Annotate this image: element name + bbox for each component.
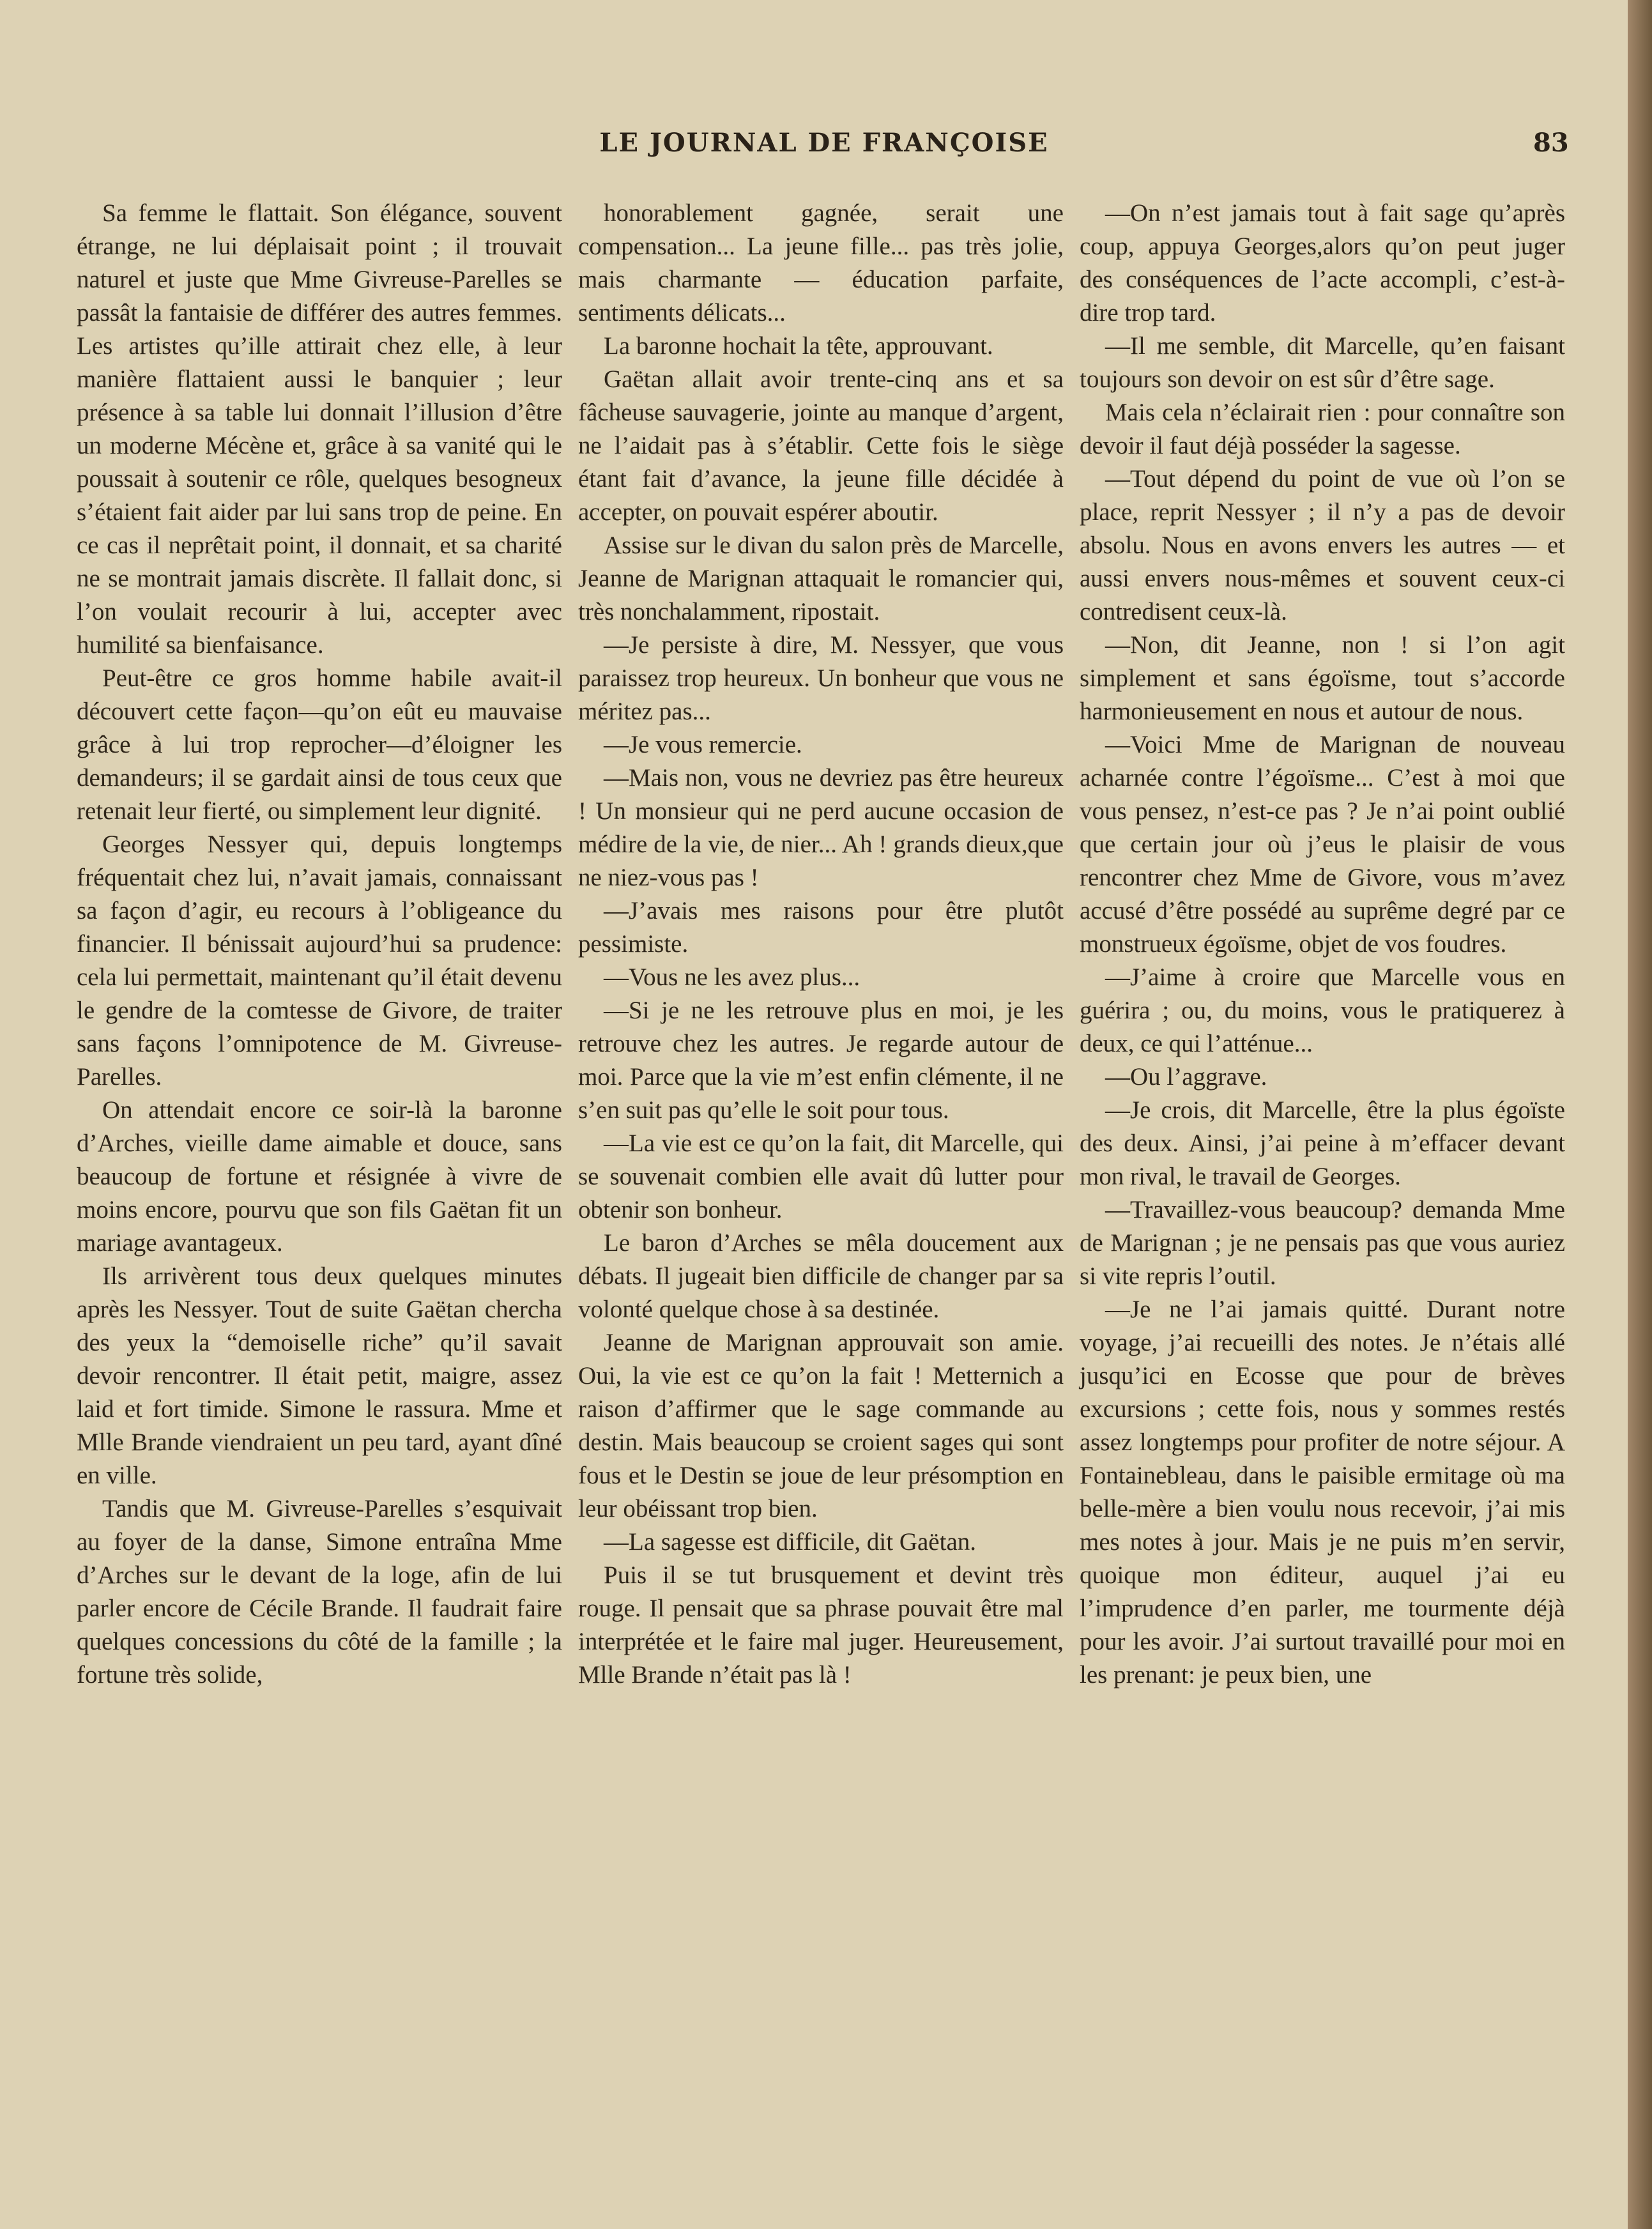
paragraph: Gaëtan allait avoir trente-cinq ans et sa fâcheuse sauvagerie, jointe au manque d’argent, ne l’aidait pas à s’établir. Cette fois le siège étant fait d’avance, la jeune fille décidée à accepter, on pouvait espérer aboutir.	[578, 365, 1064, 526]
paragraph: —Je vous remercie.	[604, 731, 802, 758]
page-header	[0, 128, 1610, 166]
paragraph: —Si je ne les retrouve plus en moi, je les retrouve chez les autres. Je regarde autour de moi. Parce que la vie m’est enfin clémente, il ne s’en suit pas qu’elle le soit pour tous.	[578, 997, 1064, 1124]
paragraph: La baronne hochait la tête, approuvant.	[604, 332, 993, 360]
page-edge	[1628, 0, 1652, 2229]
paragraph: —Je ne l’ai jamais quitté. Durant notre voyage, j’ai recueilli des notes. Je n’étais allé jusqu’ici en Ecosse que pour de brèves excursions ; cette fois, nous y sommes restés assez longtemps pour profiter de notre séjour. A Fontainebleau, dans le paisible ermitage où ma belle-mère a bien voulu nous recevoir, j’ai mis mes notes à jour. Mais je ne puis m’en servir, quoique mon éditeur, auquel j’ai eu l’imprudence d’en parler, me tourmente déjà pour les avoir. J’ai surtout travaillé pour moi en les prenant: je peux bien, une	[1080, 1296, 1565, 1689]
paragraph: —Tout dépend du point de vue où l’on se place, reprit Nessyer ; il n’y a pas de devoir absolu. Nous en avons envers les autres — et aussi envers nous-mêmes et souvent ceux-ci contredisent ceux-là.	[1080, 465, 1565, 625]
paragraph: Puis il se tut brusquement et devint très rouge. Il pensait que sa phrase pouvait être mal interprétée et le faire mal juger. Heureusement, Mlle Brande n’était pas là !	[578, 1561, 1064, 1689]
paragraph: —J’avais mes raisons pour être plutôt pessimiste.	[578, 897, 1064, 958]
paragraph: —Voici Mme de Marignan de nouveau acharnée contre l’égoïsme... C’est à moi que vous pensez, n’est-ce pas ? Je n’ai point oublié que certain jour où j’eus le plaisir de vous rencontrer chez Mme de Givore, vous m’avez accusé d’être possédé au suprême degré par ce monstrueux égoïsme, objet de vos foudres.	[1080, 731, 1565, 958]
text-column-3	[1080, 197, 1565, 1692]
paragraph: Assise sur le divan du salon près de Marcelle, Jeanne de Marignan attaquait le romancier qui, très nonchalamment, ripostait.	[578, 532, 1064, 625]
paragraph: —Ou l’aggrave.	[1105, 1063, 1267, 1091]
paragraph: honorablement gagnée, serait une compensation... La jeune fille... pas très jolie, mais charmante — éducation parfaite, sentiments délicats...	[578, 199, 1064, 326]
paragraph: —On n’est jamais tout à fait sage qu’après coup, appuya Georges,alors qu’on peut juger des conséquences de l’acte accompli, c’est-à-dire trop tard.	[1080, 199, 1565, 326]
paragraph: Georges Nessyer qui, depuis longtemps fréquentait chez lui, n’avait jamais, connaissant sa façon d’agir, eu recours à l’obligeance du financier. Il bénissait aujourd’hui sa prudence: cela lui permettait, maintenant qu’il était devenu le gendre de la comtesse de Givore, de traiter sans façons l’omnipotence de M. Givreuse-Parelles.	[77, 831, 562, 1091]
paragraph: Tandis que M. Givreuse-Parelles s’esquivait au foyer de la danse, Simone entraîna Mme d’Arches sur le devant de la loge, afin de lui parler encore de Cécile Brande. Il faudrait faire quelques concessions du côté de la famille ; la fortune très solide,	[77, 1495, 562, 1689]
text-column-1	[77, 197, 562, 1692]
paragraph: —Je crois, dit Marcelle, être la plus égoïste des deux. Ainsi, j’ai peine à m’effacer devant mon rival, le travail de Georges.	[1080, 1096, 1565, 1190]
paragraph: —Vous ne les avez plus...	[604, 963, 860, 991]
paragraph: —J’aime à croire que Marcelle vous en guérira ; ou, du moins, vous le pratiquerez à deux, ce qui l’atténue...	[1080, 963, 1565, 1057]
paragraph: —Mais non, vous ne devriez pas être heureux ! Un monsieur qui ne perd aucune occasion de médire de la vie, de nier... Ah ! grands dieux,que ne niez-vous pas !	[578, 764, 1064, 891]
paragraph: Jeanne de Marignan approuvait son amie. Oui, la vie est ce qu’on la fait ! Metternich a raison d’affirmer que le sage commande au destin. Mais beaucoup se croient sages qui sont fous et le Destin se joue de leur présomption en leur obéissant trop bien.	[578, 1329, 1064, 1522]
text-column-2	[578, 197, 1064, 1692]
page-number: 83	[1533, 128, 1569, 158]
paragraph: Le baron d’Arches se mêla doucement aux débats. Il jugeait bien difficile de changer par sa volonté quelque chose à sa destinée.	[578, 1229, 1064, 1323]
paragraph: —Il me semble, dit Marcelle, qu’en faisant toujours son devoir on est sûr d’être sage.	[1080, 332, 1565, 393]
paragraph: Peut-être ce gros homme habile avait-il découvert cette façon—qu’on eût eu mauvaise grâce à lui trop reprocher—d’éloigner les demandeurs; il se gardait ainsi de tous ceux que retenait leur fierté, ou simplement leur dignité.	[77, 664, 562, 825]
paragraph: Ils arrivèrent tous deux quelques minutes après les Nessyer. Tout de suite Gaëtan chercha des yeux la “demoiselle riche” qu’il savait devoir rencontrer. Il était petit, maigre, assez laid et fort timide. Simone le rassura. Mme et Mlle Brande viendraient un peu tard, ayant dîné en ville.	[77, 1262, 562, 1489]
paragraph: Sa femme le flattait. Son élégance, souvent étrange, ne lui déplaisait point ; il trouvait naturel et juste que Mme Givreuse-Parelles se passât la fantaisie de différer des autres femmes. Les artistes qu’ille attirait chez elle, à leur manière flattaient aussi le banquier ; leur présence à sa table lui donnait l’illusion d’être un moderne Mécène et, grâce à sa vanité qui le poussait à soutenir ce rôle, quelques besogneux s’étaient fait aider par lui sans trop de peine. En ce cas il neprêtait point, il donnait, et sa charité ne se montrait jamais discrète. Il fallait donc, si l’on voulait recourir à lui, accepter avec humilité sa bienfaisance.	[77, 199, 562, 659]
paragraph: —Je persiste à dire, M. Nessyer, que vous paraissez trop heureux. Un bonheur que vous ne méritez pas...	[578, 631, 1064, 725]
paragraph: —Non, dit Jeanne, non ! si l’on agit simplement et sans égoïsme, tout s’accorde harmonieusement en nous et autour de nous.	[1080, 631, 1565, 725]
paragraph: On attendait encore ce soir-là la baronne d’Arches, vieille dame aimable et douce, sans beaucoup de fortune et résignée à vivre de moins encore, pourvu que son fils Gaëtan fit un mariage avantageux.	[77, 1096, 562, 1257]
running-title: LE JOURNAL DE FRANÇOISE	[599, 128, 1049, 158]
paragraph: —Travaillez-vous beaucoup? demanda Mme de Marignan ; je ne pensais pas que vous auriez si vite repris l’outil.	[1080, 1196, 1565, 1290]
paragraph: —La vie est ce qu’on la fait, dit Marcelle, qui se souvenait combien elle avait dû lutter pour obtenir son bonheur.	[578, 1130, 1064, 1223]
paragraph: —La sagesse est difficile, dit Gaëtan.	[604, 1528, 977, 1556]
paragraph: Mais cela n’éclairait rien : pour connaître son devoir il faut déjà posséder la sagesse.	[1080, 399, 1565, 459]
